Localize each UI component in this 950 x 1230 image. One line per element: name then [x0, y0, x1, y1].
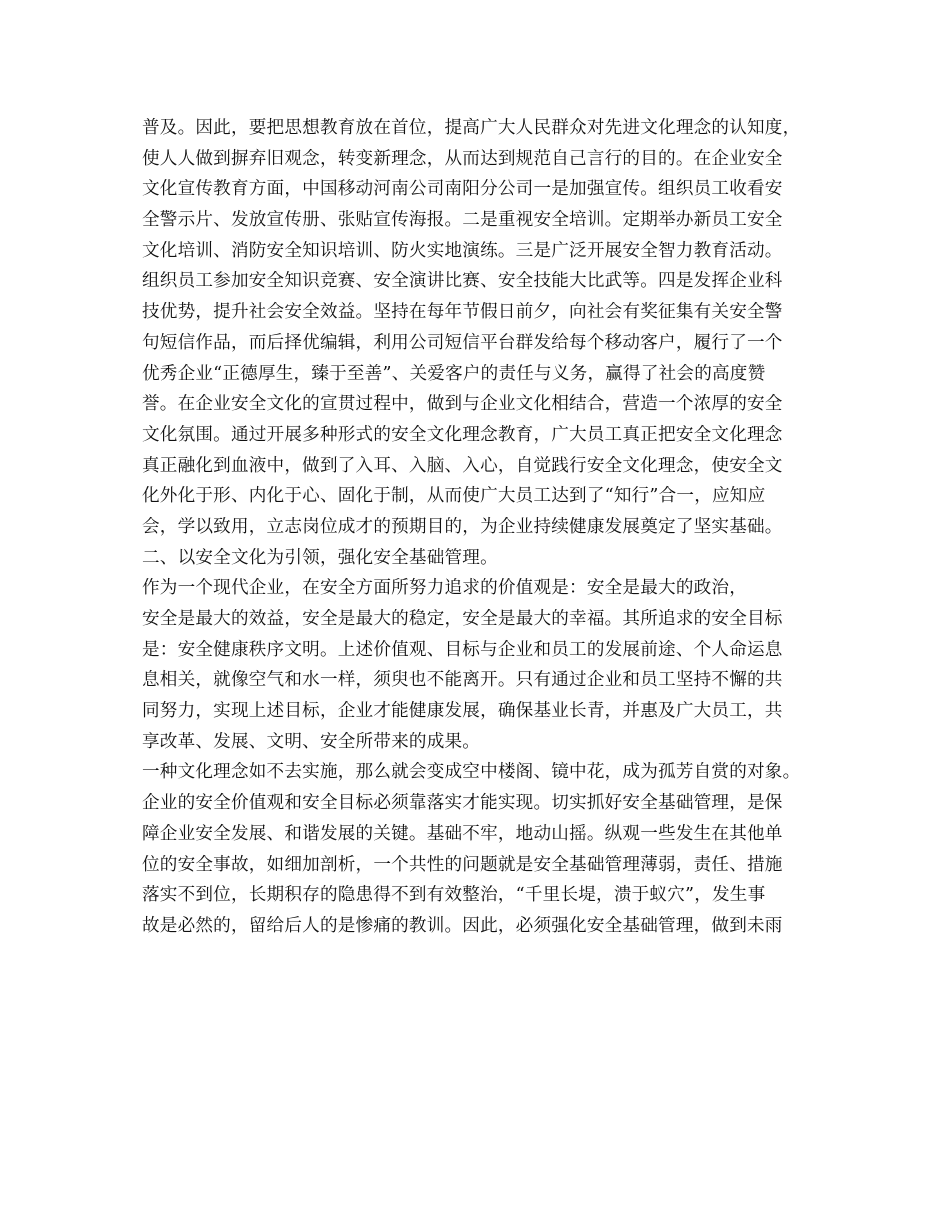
text-line: 是：安全健康秩序文明。上述价值观、目标与企业和员工的发展前途、个人命运息	[142, 639, 783, 660]
text-line: 全警示片、发放宣传册、张贴宣传海报。二是重视安全培训。定期举办新员工安全	[142, 210, 783, 231]
text-line: 文化氛围。通过开展多种形式的安全文化理念教育，广大员工真正把安全文化理念	[142, 424, 783, 445]
text-line: 使人人做到摒弃旧观念，转变新理念，从而达到规范自己言行的目的。在企业安全	[142, 148, 783, 169]
text-line: 故是必然的，留给后人的是惨痛的教训。因此，必须强化安全基础管理，做到未雨	[142, 915, 783, 936]
text-line: 普及。因此，要把思想教育放在首位，提高广大人民群众对先进文化理念的认知度，	[142, 118, 801, 138]
body-text	[142, 113, 822, 942]
text-line: 息相关，就像空气和水一样，须臾也不能离开。只有通过企业和员工坚持不懈的共	[142, 670, 783, 691]
text-line: 会，学以致用，立志岗位成才的预期目的，为企业持续健康发展奠定了坚实基础。	[142, 516, 783, 537]
text-line: 位的安全事故，如细加剖析，一个共性的问题就是安全基础管理薄弱，责任、措施	[142, 854, 783, 875]
text-line: 优秀企业“正德厚生，臻于至善”、关爱客户的责任与义务，赢得了社会的高度赞	[142, 363, 766, 384]
text-line: 技优势，提升社会安全效益。坚持在每年节假日前夕，向社会有奖征集有关安全警	[142, 302, 783, 323]
section-heading: 二、以安全文化为引领，强化安全基础管理。	[142, 547, 498, 568]
text-line: 障企业安全发展、和谐发展的关键。基础不牢，地动山摇。纵观一些发生在其他单	[142, 823, 783, 844]
text-line: 作为一个现代企业，在安全方面所努力追求的价值观是：安全是最大的政治，	[142, 578, 747, 599]
text-line: 落实不到位，长期积存的隐患得不到有效整治，“千里长堤，溃于蚁穴”，发生事	[142, 885, 766, 906]
text-line: 真正融化到血液中，做到了入耳、入脑、入心，自觉践行安全文化理念，使安全文	[142, 455, 783, 476]
text-line: 句短信作品，而后择优编辑，利用公司短信平台群发给每个移动客户，履行了一个	[142, 332, 783, 353]
text-line: 誉。在企业安全文化的宣贯过程中，做到与企业文化相结合，营造一个浓厚的安全	[142, 394, 783, 415]
text-line: 化外化于形、内化于心、固化于制，从而使广大员工达到了“知行”合一，应知应	[142, 486, 766, 507]
text-line: 文化宣传教育方面，中国移动河南公司南阳分公司一是加强宣传。组织员工收看安	[142, 179, 783, 200]
text-line: 同努力，实现上述目标，企业才能健康发展，确保基业长青，并惠及广大员工，共	[142, 701, 783, 722]
text-line: 文化培训、消防安全知识培训、防火实地演练。三是广泛开展安全智力教育活动。	[142, 240, 783, 261]
text-line: 一种文化理念如不去实施，那么就会变成空中楼阁、镜中花，成为孤芳自赏的对象。	[142, 762, 801, 783]
text-line: 安全是最大的效益，安全是最大的稳定，安全是最大的幸福。其所追求的安全目标	[142, 609, 783, 629]
text-line: 享改革、发展、文明、安全所带来的成果。	[142, 731, 481, 752]
text-line: 组织员工参加安全知识竞赛、安全演讲比赛、安全技能大比武等。四是发挥企业科	[142, 271, 783, 292]
text-line: 企业的安全价值观和安全目标必须靠落实才能实现。切实抓好安全基础管理，是保	[142, 793, 783, 814]
